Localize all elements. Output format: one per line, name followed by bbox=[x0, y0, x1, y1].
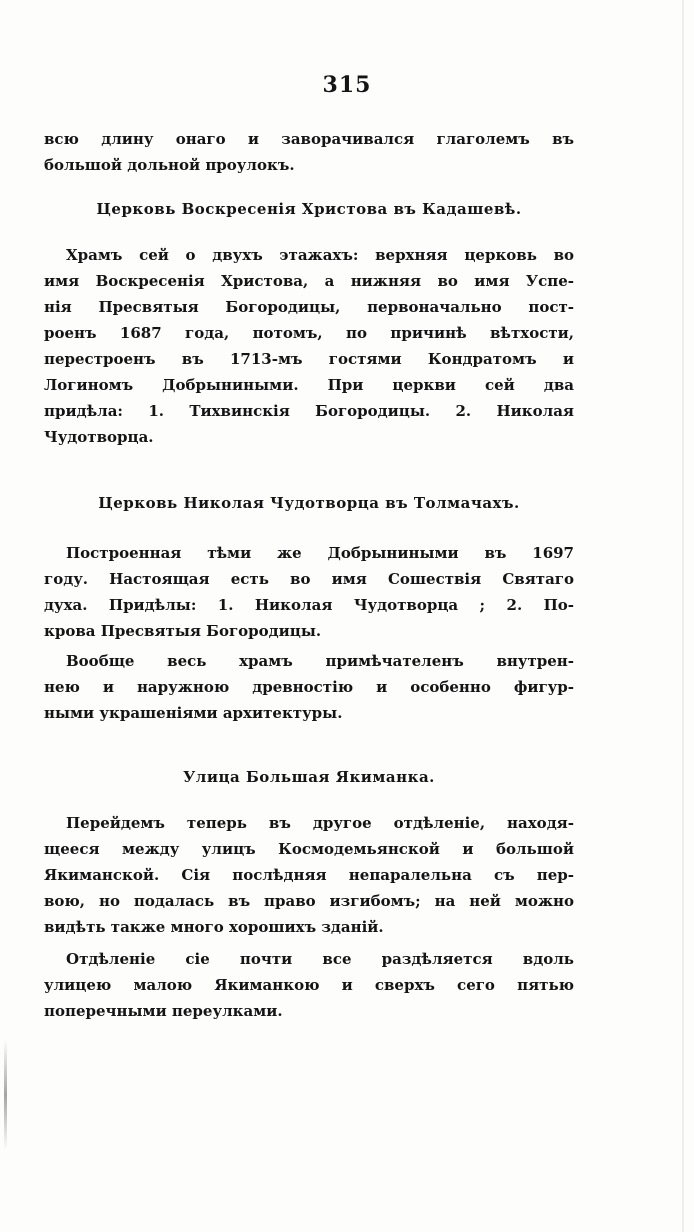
paragraph-resurrection-church bbox=[44, 242, 574, 450]
scan-edge-shadow bbox=[4, 1040, 7, 1150]
section-heading-tolmachi bbox=[44, 490, 574, 516]
text-line: Якиманской. Сія послѣдняя непаралельна съ пер- bbox=[44, 866, 574, 884]
section-heading-kadashevo bbox=[44, 196, 574, 222]
text-line: крова Пресвятыя Богородицы. bbox=[44, 622, 322, 640]
section-heading-yakimanka bbox=[44, 764, 574, 790]
text-line: роенъ 1687 года, потомъ, по причинѣ вѣтхости, bbox=[44, 324, 574, 342]
text-line: Отдѣленіе сіе почти все раздѣляется вдоль bbox=[66, 950, 574, 968]
text-line: перестроенъ въ 1713-мъ гостями Кондратомъ и bbox=[44, 350, 574, 368]
text-line: щееся между улицъ Космодемьянской и большой bbox=[44, 840, 574, 858]
text-line: нія Пресвятыя Богородицы, первоначально пост- bbox=[44, 298, 574, 316]
paragraph-division bbox=[44, 946, 574, 1024]
text-line: улицею малою Якиманкою и сверхъ сего пятью bbox=[44, 976, 574, 994]
text-line: Храмъ сей о двухъ этажахъ: верхняя церковь во bbox=[66, 246, 574, 264]
scan-right-edge bbox=[682, 0, 684, 1232]
heading: Церковь Николая Чудотворца въ Толмачахъ. bbox=[98, 494, 520, 512]
text-line: вою, но подалась въ право изгибомъ; на ней можно bbox=[44, 892, 574, 910]
text-line: видѣть также много хорошихъ зданій. bbox=[44, 918, 384, 936]
heading: Улица Большая Якиманка. bbox=[183, 768, 435, 786]
paragraph-nicholas-church bbox=[44, 540, 574, 644]
text-line: Перейдемъ теперь въ другое отдѣленіе, находя- bbox=[66, 814, 574, 832]
text-line: большой дольной проулокъ. bbox=[44, 156, 295, 174]
text-line: духа. Придѣлы: 1. Николая Чудотворца ; 2. По- bbox=[44, 596, 574, 614]
text-line: всю длину онаго и заворачивался глаголемъ въ bbox=[44, 130, 574, 148]
text-line: имя Воскресенія Христова, а нижняя во имя Успе- bbox=[44, 272, 574, 290]
text-line: Вообще весь храмъ примѣчателенъ внутрен- bbox=[66, 652, 574, 670]
text-line: Чудотворца. bbox=[44, 428, 154, 446]
heading: Церковь Воскресенія Христова въ Кадашевѣ. bbox=[96, 200, 522, 218]
text-line: нею и наружною древностію и особенно фигур- bbox=[44, 678, 574, 696]
paragraph-new-section bbox=[44, 810, 574, 940]
text-line: поперечными переулками. bbox=[44, 1002, 283, 1020]
text-line: ными украшеніями архитектуры. bbox=[44, 704, 343, 722]
text-line: Логиномъ Добрыниными. При церкви сей два bbox=[44, 376, 574, 394]
text-line: году. Настоящая есть во имя Сошествія Святаго bbox=[44, 570, 574, 588]
paragraph-continuation bbox=[44, 126, 574, 178]
text-line: Построенная тѣми же Добрыниными въ 1697 bbox=[66, 544, 574, 562]
page-number: 315 bbox=[322, 72, 372, 98]
paragraph-temple-remarkable bbox=[44, 648, 574, 726]
text-line: придѣла: 1. Тихвинскія Богородицы. 2. Николая bbox=[44, 402, 574, 420]
